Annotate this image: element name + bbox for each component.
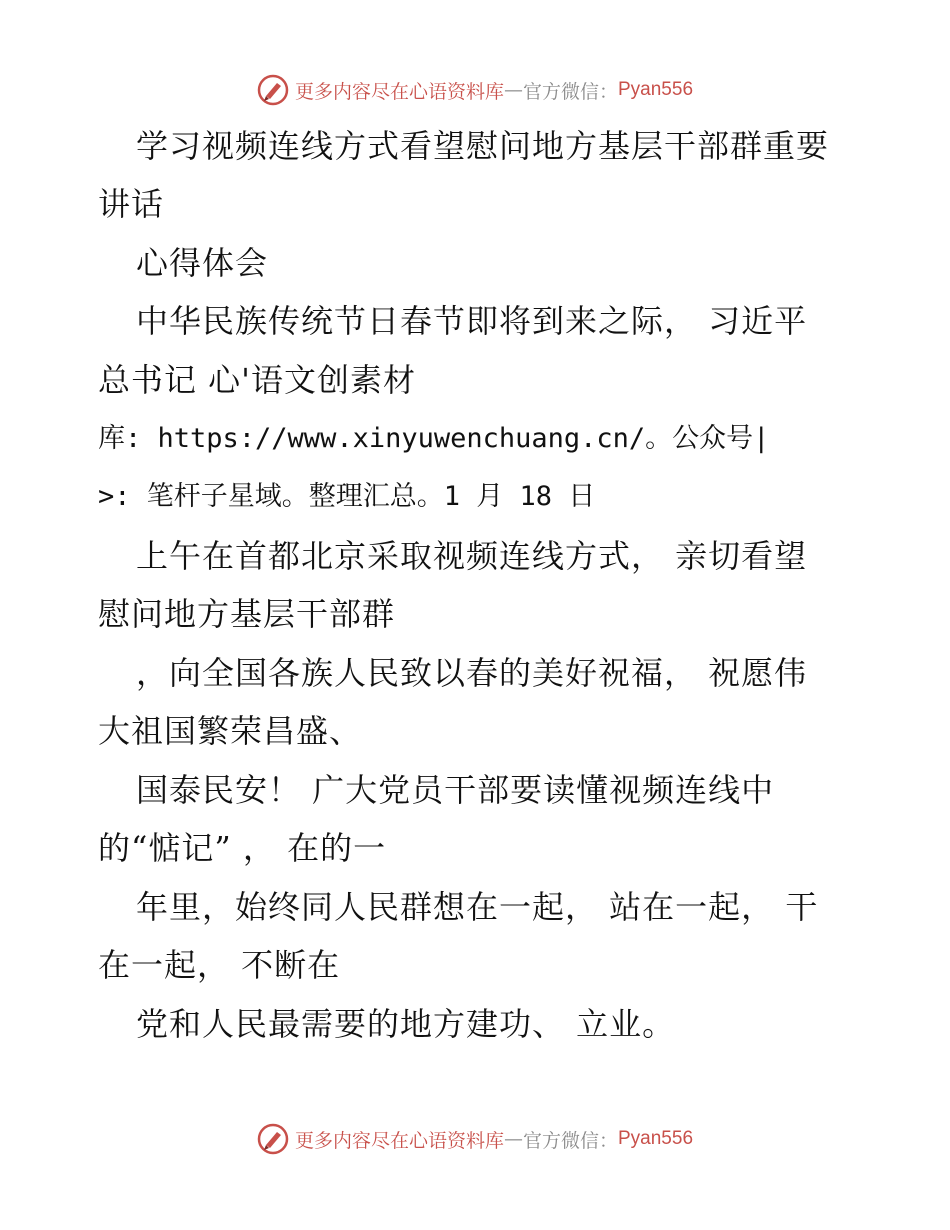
doc-line-10: ，向全国各族人民致以春的美好祝福， 祝愿伟 (136, 654, 808, 692)
doc-line-15: 在一起， 不断在 (98, 946, 341, 984)
watermark-banner-bottom (0, 1119, 950, 1159)
doc-line-3: 心得体会 (136, 244, 269, 282)
doc-line-6: 库: https://www.xinyuwenchuang.cn/。公众号| (98, 423, 770, 454)
doc-line-11: 大祖国繁荣昌盛、 (98, 712, 363, 750)
watermark-lead-text: 更多内容尽在心语资料库 (294, 1129, 504, 1152)
doc-line-4: 中华民族传统节日春节即将到来之际， 习近平 (136, 302, 808, 340)
watermark-dash: — (503, 1128, 523, 1150)
logo-icon (257, 1123, 289, 1155)
doc-line-14: 年里，始终同人民群想在一起， 站在一起， 干 (136, 888, 819, 926)
doc-line-16: 党和人民最需要的地方建功、 立业。 (136, 1005, 676, 1043)
watermark-wechat-id: Pyan556 (618, 1128, 694, 1149)
doc-line-5: 总书记 心'语文创素材 (98, 361, 416, 399)
watermark-wechat-label: 官方微信： (522, 80, 618, 103)
doc-line-1: 学习视频连线方式看望慰问地方基层干部群重要 (136, 127, 830, 165)
watermark-wechat-id: Pyan556 (618, 79, 694, 100)
doc-line-8: 上午在首都北京采取视频连线方式， 亲切看望 (136, 537, 808, 575)
logo-icon (257, 74, 289, 106)
watermark-lead-text: 更多内容尽在心语资料库 (294, 80, 504, 103)
doc-line-13: 的“惦记” ， 在的一 (98, 829, 387, 867)
watermark-banner-top (0, 70, 950, 110)
watermark-dash: — (503, 79, 523, 101)
watermark-wechat-label: 官方微信： (522, 1129, 618, 1152)
doc-line-12: 国泰民安！ 广大党员干部要读懂视频连线中 (136, 771, 775, 809)
doc-line-2: 讲话 (98, 185, 165, 223)
doc-line-7: >: 笔杆子星域。整理汇总。1 月 18 日 (98, 481, 596, 512)
doc-line-9: 慰问地方基层干部群 (98, 595, 396, 633)
